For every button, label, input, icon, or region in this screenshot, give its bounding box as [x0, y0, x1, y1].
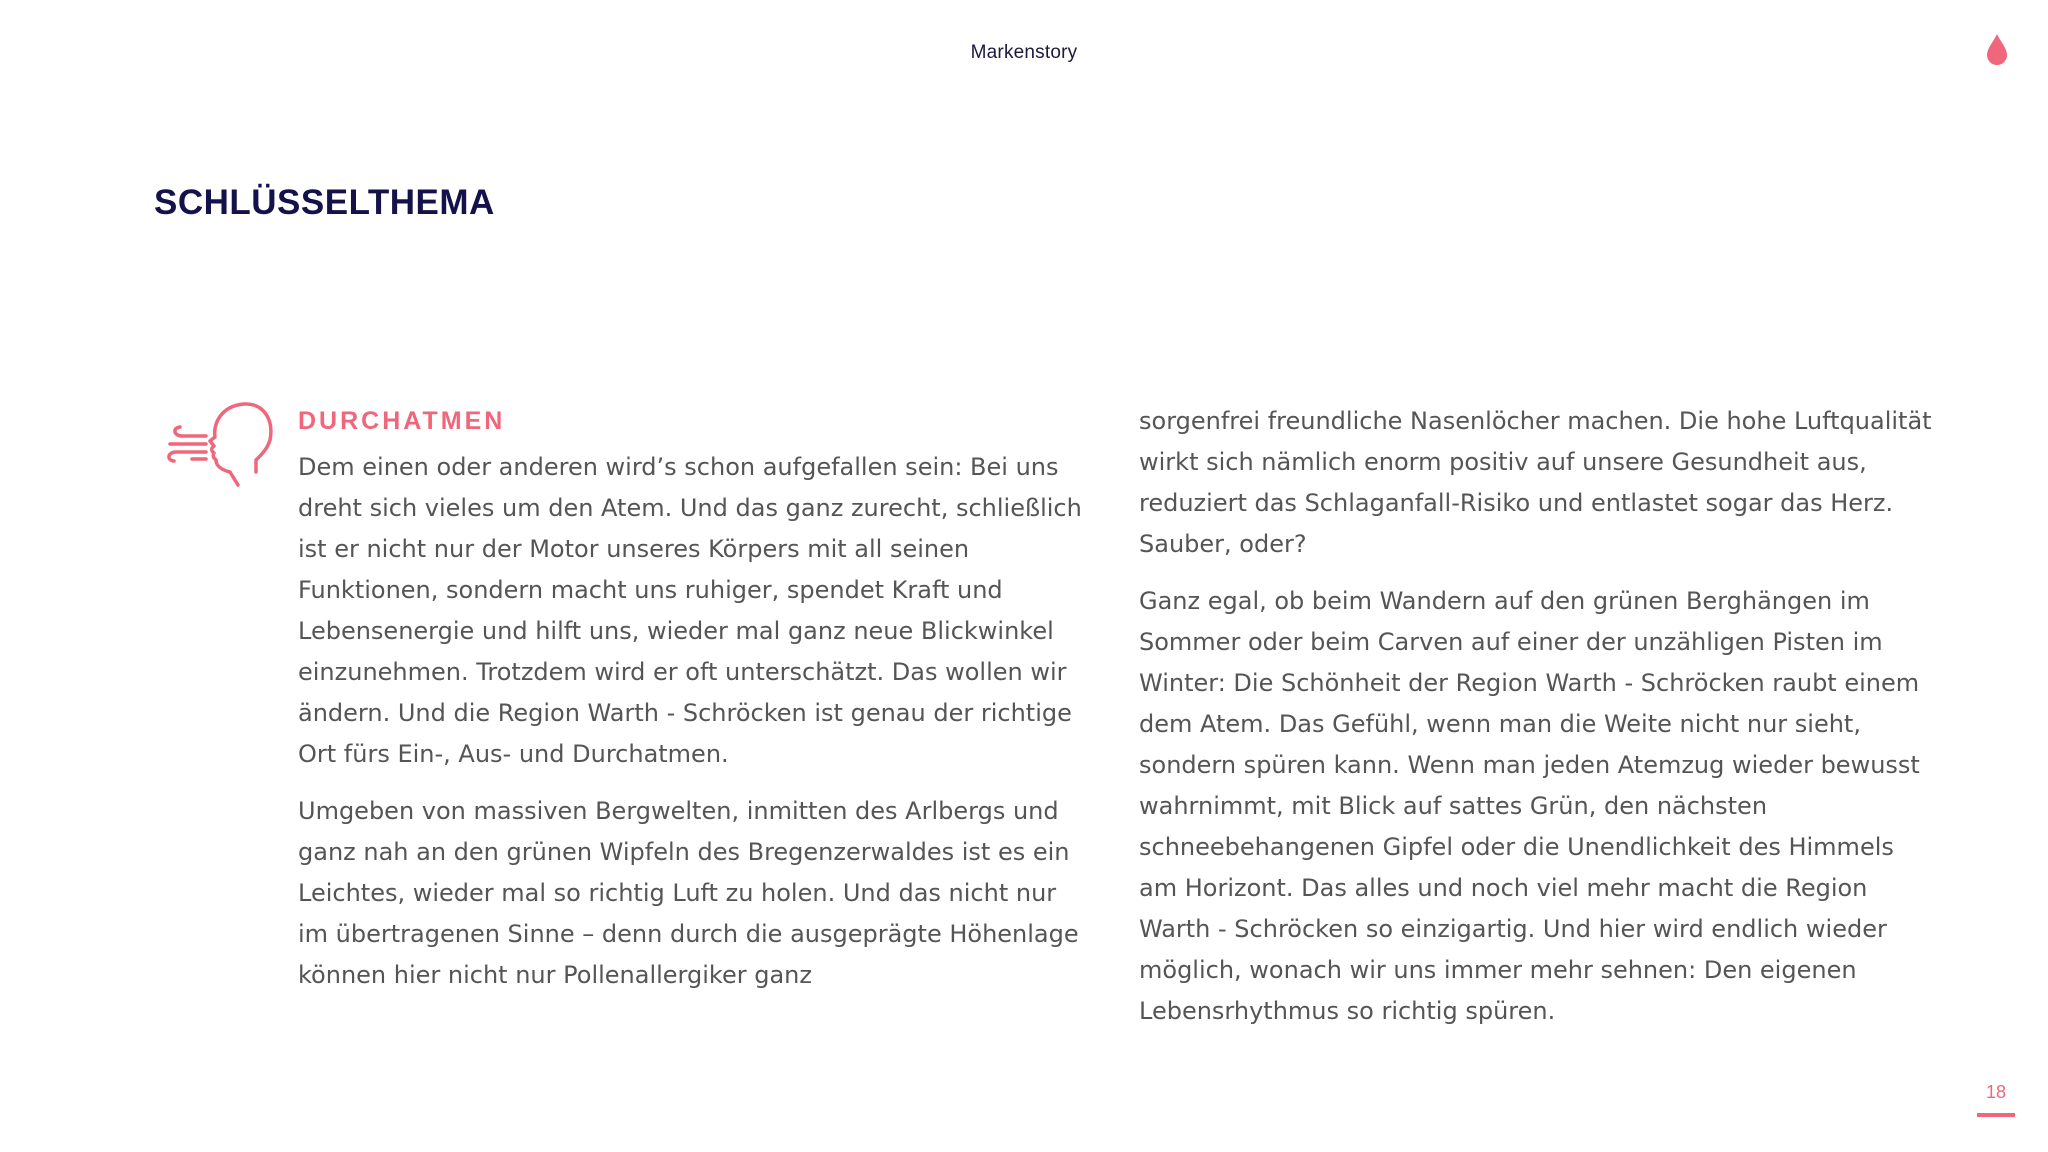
paragraph: sorgenfrei freundliche Nasenlöcher machen. Die hohe Luftqualität wirkt sich nämlich enorm positiv auf unsere Gesundheit aus, reduziert das Schlaganfall-Risiko und entlastet sogar das Herz. Sauber, oder? [1139, 407, 1932, 558]
page-number: 18 [1985, 1082, 2007, 1102]
page-number-underline [1977, 1113, 2015, 1117]
drop-icon [1985, 33, 2009, 67]
section-heading: DURCHATMEN [298, 407, 506, 435]
paragraph: Umgeben von massiven Bergwelten, inmitten des Arlbergs und ganz nah an den grünen Wipfeln des Bregenzerwaldes ist es ein Leichtes, wieder mal so richtig Luft zu holen. Und das nicht nur im übertragenen Sinne – denn durch die ausgeprägte Höhenlage können hier nicht nur Pollenallergiker ganz [298, 797, 1079, 989]
paragraph: Ganz egal, ob beim Wandern auf den grünen Berghängen im Sommer oder beim Carven auf einer der unzähligen Pisten im Winter: Die Schönheit der Region Warth - Schröcken raubt einem dem Atem. Das Gefühl, wenn man die Weite nicht nur sieht, sondern spüren kann. Wenn man jeden Atemzug wieder bewusst wahrnimmt, mit Blick auf sattes Grün, den nächsten schneebehangenen Gipfel oder die Unendlichkeit des Himmels am Horizont. Das alles und noch viel mehr macht die Region Warth - Schröcken so einzigartig. Und hier wird endlich wieder möglich, wonach wir uns immer mehr sehnen: Den eigenen Lebensrhythmus so richtig spüren. [1139, 587, 1920, 1025]
page-title: SCHLÜSSELTHEMA [154, 183, 495, 222]
breathing-face-icon [160, 400, 280, 490]
header-title: Markenstory [970, 42, 1078, 63]
left-text-column [298, 447, 1088, 996]
right-text-column [1139, 401, 1939, 1032]
paragraph: Dem einen oder anderen wird’s schon aufgefallen sein: Bei uns dreht sich vieles um den Atem. Und das ganz zurecht, schließlich ist er nicht nur der Motor unseres Körpers mit all seinen Funktionen, sondern macht uns ruhiger, spendet Kraft und Lebensenergie und hilft uns, wieder mal ganz neue Blickwinkel einzunehmen. Trotzdem wird er oft unterschätzt. Das wollen wir ändern. Und die Region Warth - Schröcken ist genau der richtige Ort fürs Ein-, Aus- und Durchatmen. [298, 453, 1082, 768]
